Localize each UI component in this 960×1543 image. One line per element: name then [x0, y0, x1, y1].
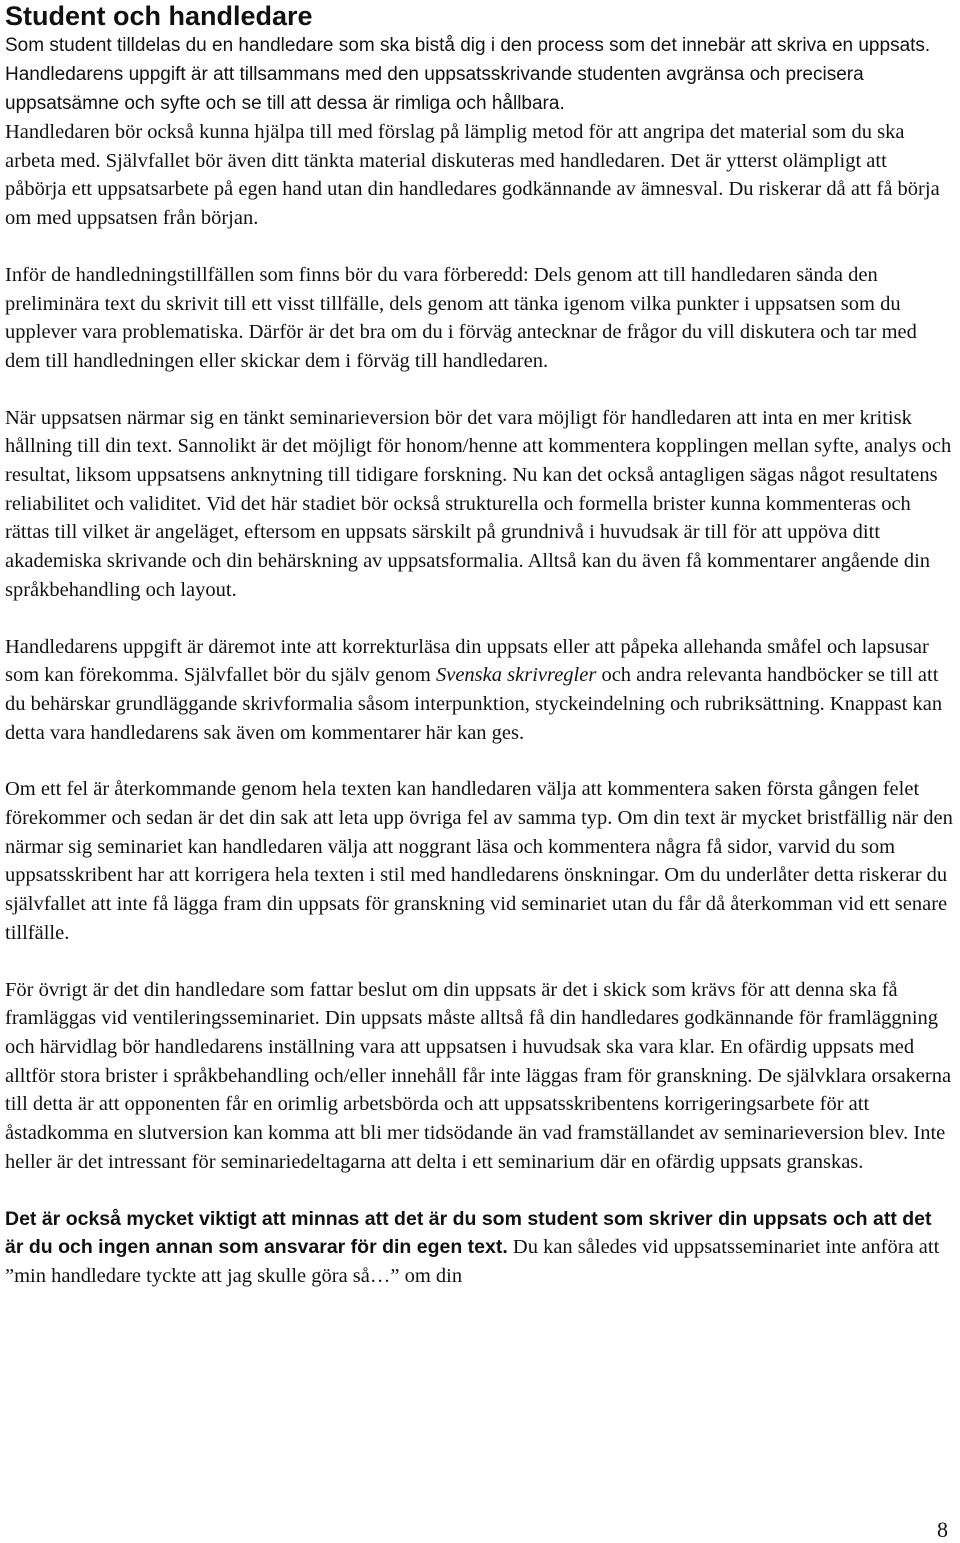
paragraph-seminar-version: När uppsatsen närmar sig en tänkt seminarieversion bör det vara möjligt för handledaren att inta en mer kritisk hållning till din text. Sannolikt är det möjligt för honom/henne att kommentera kopplingen mellan syfte, analys och resultat, liksom uppsatsens anknytning till tidigare forskning. Nu kan det också antagligen sägas något resultatens reliabilitet och validitet. Vid det här stadiet bör också strukturella och formella brister kunna kommenteras och rättas till vilket är angeläget, eftersom en uppsats särskilt på grundnivå i huvudsak är till för att uppöva ditt akademiska skrivande och din behärskning av uppsatsformalia. Alltså kan du även få kommentarer angående din språkbehandling och layout. [5, 406, 952, 601]
book-title-reference: Svenska skrivregler [435, 664, 597, 687]
paragraph-proofreading-start: Handledarens uppgift är däremot inte att korrekturläsa din uppsats eller att påpeka allehanda småfel och lapsusar som kan förekomma. Självfallet bör du själv genom [5, 635, 929, 687]
document-page [5, 0, 953, 1291]
responsibility-emphasis: Det är också mycket viktigt att minnas att det är du som student som skriver din uppsats och att det är du och ingen annan som ansvarar för din egen text. [5, 1207, 932, 1259]
paragraph-method: Handledaren bör också kunna hjälpa till med förslag på lämplig metod för att angripa det material som du ska arbeta med. Självfallet bör även ditt tänkta material diskuteras med handledaren. Det är ytterst olämpligt att påbörja ett uppsatsarbete på egen hand utan din handledares godkännande av ämnesval. Du riskerar då att få börja om med uppsatsen från början. [5, 121, 940, 230]
paragraph-approval: För övrigt är det din handledare som fattar beslut om din uppsats är det i skick som krävs för att denna ska få framläggas vid ventileringsseminariet. Din uppsats måste alltså få din handledares godkännande för framläggning och härvidlag bör handledarens inställning vara att uppsatsen i huvudsak ska vara klar. En ofärdig uppsats med alltför stora brister i språkbehandling och/eller innehåll får inte läggas fram för granskning. De självklara orsakerna till detta är att opponenten får en orimlig arbetsbörda och att uppsatsskribentens korrigeringsarbete för att åstadkomma en slutversion kan komma att bli mer tidsödande än vad framställandet av seminarieversion blev. Inte heller är det intressant för seminariedeltagarna att delta i ett seminarium där en ofärdig uppsats granskas. [5, 978, 952, 1173]
paragraph-preparation: Inför de handledningstillfällen som finns bör du vara förberedd: Dels genom att till handledaren sända den preliminära text du skrivit till ett visst tillfälle, dels genom att tänka igenom vilka punkter i uppsatsen som du upplever vara problematiska. Därför är det bra om du i förväg antecknar de frågor du vill diskutera och tar med dem till handledningen eller skickar dem i förväg till handledaren. [5, 263, 917, 372]
paragraph-intro: Som student tilldelas du en handledare som ska bistå dig i den process som det innebär att skriva en uppsats. Handledarens uppgift är att tillsammans med den uppsatsskrivande studenten avgränsa och precisera uppsatsämne och syfte och se till att dessa är rimliga och hållbara. [5, 35, 931, 114]
paragraph-proofreading-end: och andra relevanta handböcker se till att du behärskar grundläggande skrivformalia såsom interpunktion, styckeindelning och rubriksättning. Knappast kan detta vara handledarens sak även om kommentarer här kan ges. [5, 664, 943, 744]
page-title: Student och handledare [5, 1, 313, 31]
paragraph-responsibility [5, 1205, 953, 1291]
paragraph-recurring-errors: Om ett fel är återkommande genom hela texten kan handledaren välja att kommentera saken första gången felet förekommer och sedan är det din sak att leta upp övriga fel av samma typ. Om din text är mycket bristfällig när den närmar sig seminariet kan handledaren välja att noggrant läsa och kommentera några få sidor, varvid du som uppsatsskribent har att korrigera hela texten i stil med handledarens önskningar. Om du underlåter detta riskerar du självfallet att inte få lägga fram din uppsats för granskning vid seminariet utan du får då återkomman vid ett senare tillfälle. [5, 778, 953, 944]
paragraph-responsibility-rest: Du kan således vid uppsatsseminariet inte anföra att ”min handledare tyckte att jag skulle göra så…” om din [5, 1236, 940, 1287]
paragraph-proofreading [5, 633, 953, 748]
page-number: 8 [937, 1517, 948, 1542]
